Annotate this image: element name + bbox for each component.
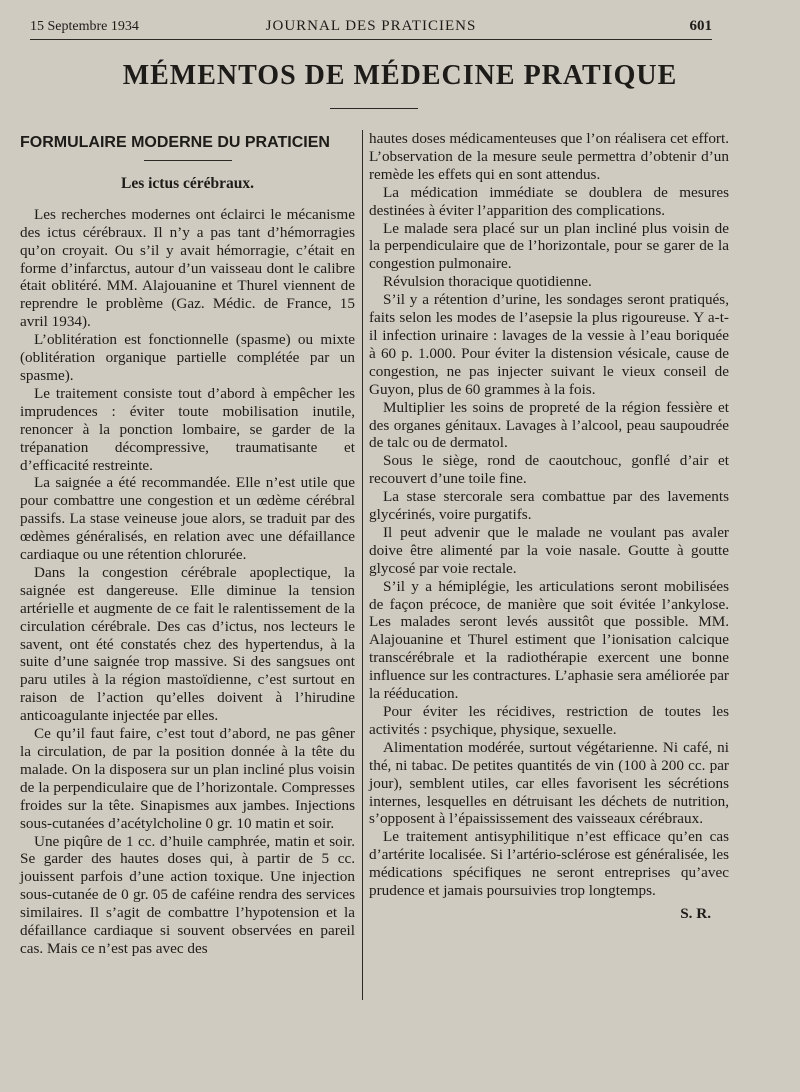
left-column: [20, 130, 355, 958]
paragraph: Une piqûre de 1 cc. d’huile camphrée, matin et soir. Se garder des hautes doses qui, à partir de 5 cc. jouissent parfois d’une action toxique. Une injection sous-cutanée de 0 gr. 05 de caféine rendra des services similaires. Il s’agit de combattre l’hypotension et la défaillance cardiaque si souvent observées en pareil cas. Mais ce n’est pas avec des: [20, 832, 355, 957]
section-heading: FORMULAIRE MODERNE DU PRATICIEN: [20, 134, 330, 151]
paragraph: Le traitement antisyphilitique n’est efficace qu’en cas d’artérite localisée. Si l’artério-sclérose est généralisée, les médications spécifiques ne seront entreprises qu’avec prudence et jamais poursuivies trop longtemps.: [369, 828, 729, 900]
section-divider: [144, 160, 232, 161]
right-column: [369, 130, 729, 923]
paragraph: Dans la congestion cérébrale apoplectique, la saignée est dangereuse. Elle diminue la tension artérielle et augmente de ce fait le ralentissement de la circulation cérébrale. Des cas d’ictus, nos lecteurs le savent, ont été constatés chez des hypertendus, à la suite d’une saignée trop massive. Si des sangsues ont paru utiles à la région mastoïdienne, c’est surtout en raison de l’action qu’elles doivent à l’hirudine anticoagulante injectée par elles.: [20, 563, 355, 725]
paragraph: Révulsion thoracique quotidienne.: [383, 273, 592, 291]
author-signature: S. R.: [680, 904, 711, 922]
paragraph: La médication immédiate se doublera de mesures destinées à éviter l’apparition des complications.: [369, 183, 729, 219]
page-title: MÉMENTOS DE MÉDECINE PRATIQUE: [122, 60, 678, 91]
page-number: 601: [689, 18, 712, 34]
paragraph: Multiplier les soins de propreté de la région fessière et des organes génitaux. Lavages à l’alcool, peau saupoudrée de talc ou de dermatol.: [369, 398, 729, 452]
paragraph: S’il y a hémiplégie, les articulations seront mobilisées de façon précoce, de manière que soit évitée l’ankylose. Les malades seront levés aussitôt que possible. MM. Alajouanine et Thurel estiment que l’ionisation calcique transcérébrale et la radiothérapie exercent une bonne influence sur les contractures. L’aphasie sera améliorée par la rééducation.: [369, 577, 729, 703]
column-divider: [362, 130, 363, 1000]
paragraph: Les recherches modernes ont éclairci le mécanisme des ictus cérébraux. Il n’y a pas tant d’hémorragies qu’on croyait. Ou s’il y avait hémorragie, c’était en forme d’infarctus, autour d’un vaisseau dont le calibre était oblitéré. MM. Alajouanine et Thurel viennent de reprendre le problème (Gaz. Médic. de France, 15 avril 1934).: [20, 205, 355, 331]
paragraph: L’oblitération est fonctionnelle (spasme) ou mixte (oblitération organique partielle complétée par un spasme).: [20, 331, 355, 384]
running-header: [30, 17, 712, 40]
paragraph: La stase stercorale sera combattue par des lavements glycérinés, voire purgatifs.: [369, 488, 729, 524]
paragraph: hautes doses médicamenteuses que l’on réalisera cet effort. L’observation de la mesure seule permettra d’obtenir d’un remède les effets qui en sont attendus.: [369, 130, 729, 183]
paragraph: La saignée a été recommandée. Elle n’est utile que pour combattre une congestion et un œdème cérébral passifs. La stase veineuse joue alors, se traduit par des œdèmes généralisés, en relation avec une défaillance cardiaque ou une rétention chlorurée.: [20, 474, 355, 564]
journal-name: JOURNAL DES PRATICIENS: [265, 18, 477, 34]
paragraph: Sous le siège, rond de caoutchouc, gonflé d’air et recouvert d’une toile fine.: [369, 452, 729, 488]
paragraph: Le traitement consiste tout d’abord à empêcher les imprudences : éviter toute mobilisation inutile, renoncer à la ponction lombaire, se garder de la trépanation décompressive, traumatisante et d’efficacité restreinte.: [20, 384, 355, 474]
issue-date: 15 Septembre 1934: [30, 19, 139, 34]
paragraph: Ce qu’il faut faire, c’est tout d’abord, ne pas gêner la circulation, de par la position donnée à la tête du malade. On la disposera sur un plan incliné plus voisin de la perpendiculaire que de l’horizontale. Compresses froides sur la tête. Sinapismes aux jambes. Injections sous-cutanées d’acétylcholine 0 gr. 10 matin et soir.: [20, 725, 355, 832]
title-divider: [330, 108, 418, 109]
paragraph: Il peut advenir que le malade ne voulant pas avaler doive être alimenté par la voie nasale. Goutte à goutte glycosé par voie rectale.: [369, 523, 729, 577]
paragraph: Pour éviter les récidives, restriction de toutes les activités : psychique, physique, sexuelle.: [369, 703, 729, 738]
paragraph: Le malade sera placé sur un plan incliné plus voisin de la perpendiculaire que de l’horizontale, pour se garer de la congestion pulmonaire.: [369, 219, 729, 273]
paragraph: S’il y a rétention d’urine, les sondages seront pratiqués, faits selon les modes de l’asepsie la plus rigoureuse. Y a-t-il infection urinaire : lavages de la vessie à l’eau boriquée à 60 p. 1.000. Pour éviter la distension vésicale, cause de congestion, ne pas injecter suivant le vieux conseil de Guyon, plus de 60 grammes à la fois.: [369, 291, 729, 398]
article-title: Les ictus cérébraux.: [120, 174, 254, 192]
paragraph: Alimentation modérée, surtout végétarienne. Ni café, ni thé, ni tabac. De petites quantités de vin (100 à 200 cc. par jour), semblent utiles, car elles favorisent les sécrétions internes, lesquelles en détruisant les déchets de nutrition, s’opposent à l’épaississement des vaisseaux cérébraux.: [369, 738, 729, 828]
